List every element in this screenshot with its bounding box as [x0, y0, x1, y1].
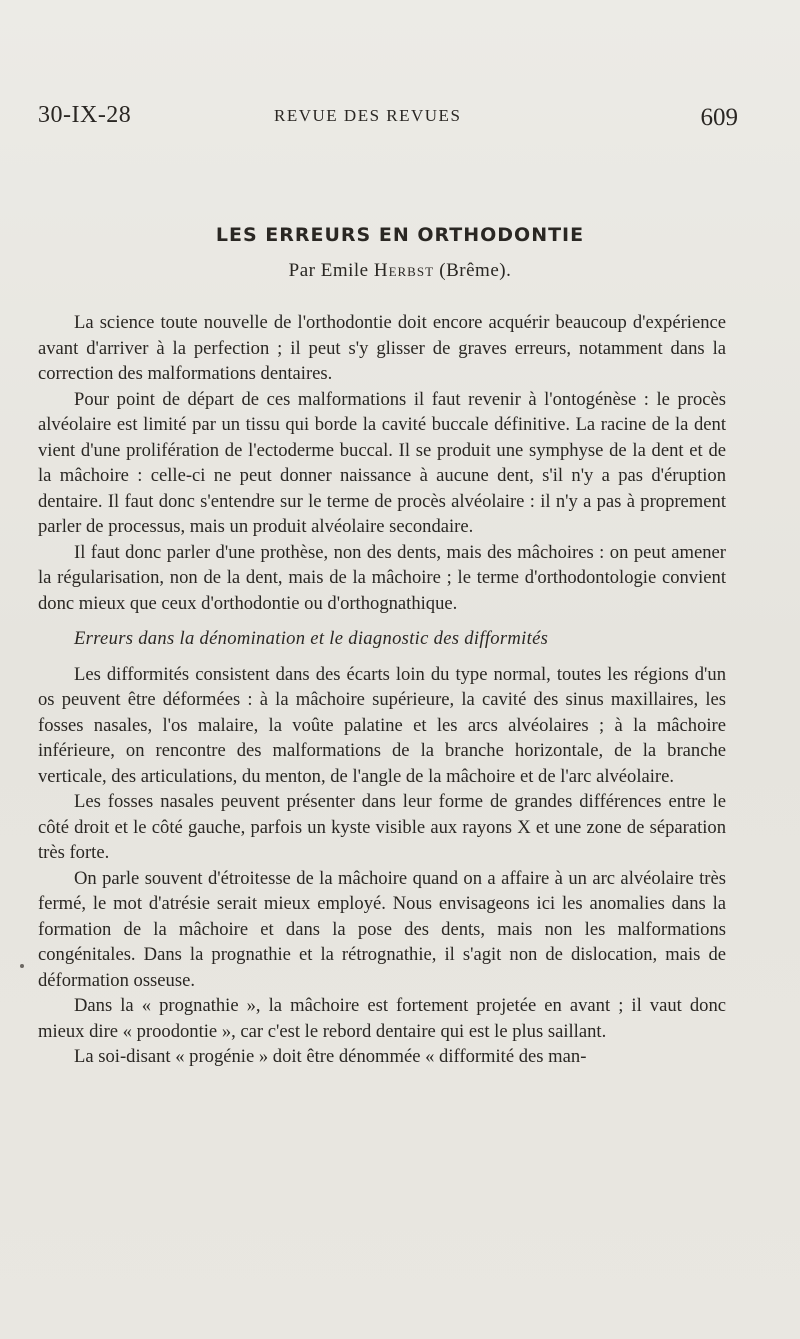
paragraph: Les fosses nasales peuvent présenter dans leur forme de grandes différences entre le côté droit et le côté gauche, parfois un kyste visible aux rayons X et une zone de séparation très forte.: [38, 791, 726, 863]
article-body: [38, 310, 726, 1070]
running-head: [38, 100, 738, 140]
paragraph: Il faut donc parler d'une prothèse, non des dents, mais des mâchoires : on peut amener la régularisation, non de la dent, mais de la mâchoire ; le terme d'orthodontologie convient donc mieux que ceux d'orthodontie ou d'orthognathique.: [38, 541, 726, 614]
margin-mark: [20, 964, 24, 968]
paragraph: La soi-disant « progénie » doit être dénommée « difformité des man-: [74, 1046, 587, 1067]
article-title: LES ERREURS EN ORTHODONTIE: [215, 224, 585, 246]
section-heading: Erreurs dans la dénomination et le diagnostic des difformités: [74, 628, 549, 649]
byline-prefix: Par Emile: [288, 260, 369, 281]
byline-suffix: (Brême).: [439, 260, 512, 281]
author-surname: Herbst: [373, 260, 435, 281]
paragraph: On parle souvent d'étroitesse de la mâchoire quand on a affaire à un arc alvéolaire très fermé, le mot d'atrésie serait mieux employé. Nous envisageons ici les anomalies dans la formation de la mâchoire et dans la pose des dents, mais non les malformations congénitales. Dans la prognathie et la rétrognathie, il s'agit non de dislocation, mais de déformation osseuse.: [38, 867, 726, 991]
paragraph: Dans la « prognathie », la mâchoire est fortement projetée en avant ; il vaut donc mieux dire « proodontie », car c'est le rebord dentaire qui est le plus saillant.: [38, 995, 726, 1042]
paragraph: La science toute nouvelle de l'orthodontie doit encore acquérir beaucoup d'expérience avant d'arriver à la perfection ; il peut s'y glisser de graves erreurs, notamment dans la correction des malformations dentaires.: [38, 312, 726, 384]
page-number: 609: [700, 104, 738, 131]
paragraph: Les difformités consistent dans des écarts loin du type normal, toutes les régions d'un os peuvent être déformées : à la mâchoire supérieure, la cavité des sinus maxillaires, les fosses nasales, l'os malaire, la voûte palatine et les arcs alvéolaires ; à la mâchoire inférieure, on rencontre des malformations de la branche horizontale, de la branche verticale, des articulations, du menton, de l'angle de la mâchoire et de l'arc alvéolaire.: [38, 663, 726, 787]
paragraph: Pour point de départ de ces malformations il faut revenir à l'ontogénèse : le procès alvéolaire est limité par un tissu qui borde la cavité buccale définitive. La racine de la dent vient d'une prolifération de l'ectoderme buccal. Il se produit une symphyse de la dent et de la mâchoire : celle-ci ne peut donner naissance à aucune dent, s'il n'y a pas d'éruption dentaire. Il faut donc s'entendre sur le terme de procès alvéolaire : il n'y a pas à proprement parler de processus, mais un produit alvéolaire secondaire.: [38, 388, 726, 537]
byline: [0, 260, 800, 282]
journal-title: REVUE DES REVUES: [274, 106, 462, 125]
issue-date: 30-IX-28: [38, 102, 132, 128]
